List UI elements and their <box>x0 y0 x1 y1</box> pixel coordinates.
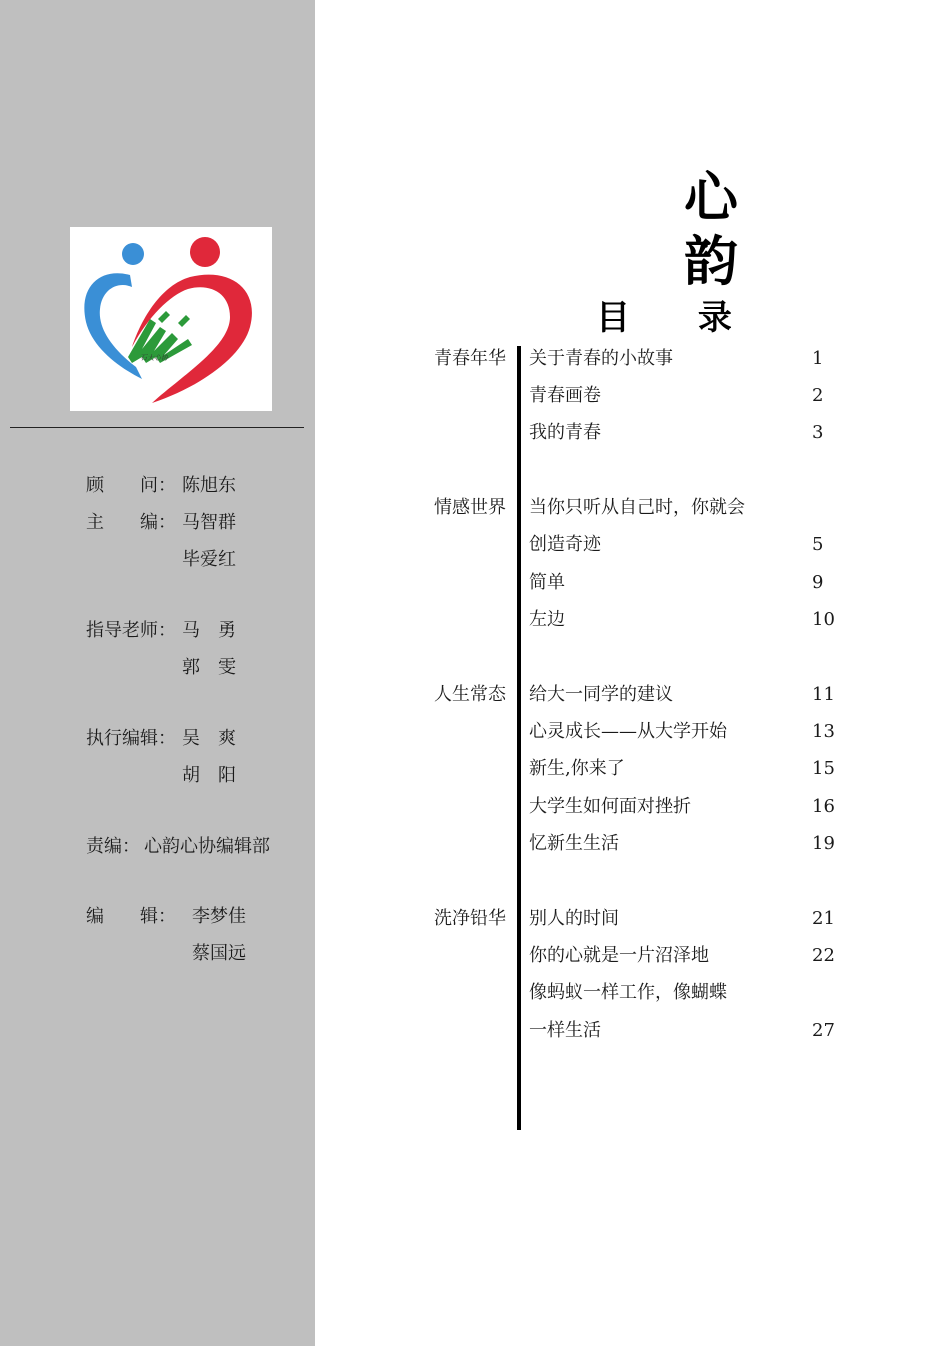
toc-page-number: 9 <box>812 572 824 593</box>
logo-caption: 石大心协 <box>140 354 168 362</box>
toc-page-number: 10 <box>812 609 835 630</box>
instructor-name: 马 勇 <box>182 620 236 641</box>
toc-entry[interactable]: 你的心就是一片沼泽地 <box>529 945 709 966</box>
adviser-label: 顾 问： <box>86 475 176 496</box>
toc-page-number: 27 <box>812 1020 835 1041</box>
executive-editor-name: 吴 爽 <box>182 728 236 749</box>
executive-editor-name: 胡 阳 <box>182 765 236 786</box>
toc-category: 情感世界 <box>434 497 506 518</box>
editors-label: 编 辑： <box>86 906 176 927</box>
toc-divider-line <box>517 346 521 1130</box>
toc-entry[interactable]: 给大一同学的建议 <box>529 684 673 705</box>
toc-title: 目 录 <box>596 298 760 338</box>
instructors-label: 指导老师： <box>86 620 176 641</box>
toc-category: 洗净铅华 <box>434 908 506 929</box>
toc-entry[interactable]: 左边 <box>529 609 565 630</box>
toc-page-number: 1 <box>812 348 824 369</box>
chief-editor-name: 毕爱红 <box>182 549 236 570</box>
toc-entry[interactable]: 简单 <box>529 572 565 593</box>
toc-entry[interactable]: 关于青春的小故事 <box>529 348 673 369</box>
adviser-name: 陈旭东 <box>182 475 236 496</box>
toc-entry[interactable]: 忆新生生活 <box>529 833 619 854</box>
toc-entry[interactable]: 心灵成长——从大学开始 <box>529 721 727 742</box>
toc-category: 人生常态 <box>434 684 506 705</box>
toc-page-number: 22 <box>812 945 835 966</box>
toc-entry[interactable]: 像蚂蚁一样工作，像蝴蝶 <box>529 982 727 1003</box>
toc-entry[interactable]: 创造奇迹 <box>529 534 601 555</box>
chief-editor-name: 马智群 <box>182 512 236 533</box>
toc-entry[interactable]: 大学生如何面对挫折 <box>529 796 691 817</box>
instructor-name: 郭 雯 <box>182 657 236 678</box>
toc-entry[interactable]: 别人的时间 <box>529 908 619 929</box>
editor-name: 蔡国远 <box>192 943 246 964</box>
toc-page-number: 15 <box>812 758 835 779</box>
toc-page-number: 13 <box>812 721 835 742</box>
toc-page-number: 16 <box>812 796 835 817</box>
toc-entry[interactable]: 一样生活 <box>529 1020 601 1041</box>
logo <box>70 227 272 411</box>
responsible-editor-label: 责编： <box>86 836 140 857</box>
toc-category: 青春年华 <box>434 348 506 369</box>
heart-people-logo-icon <box>70 227 272 411</box>
sidebar <box>0 0 315 1346</box>
toc-page-number: 21 <box>812 908 835 929</box>
toc-entry[interactable]: 我的青春 <box>529 422 601 443</box>
chief-editor-label: 主 编： <box>86 512 176 533</box>
toc-entry[interactable]: 青春画卷 <box>529 385 601 406</box>
editor-name: 李梦佳 <box>192 906 246 927</box>
toc-page-number: 2 <box>812 385 824 406</box>
toc-entry[interactable]: 新生,你来了 <box>529 758 625 779</box>
toc-page-number: 19 <box>812 833 835 854</box>
toc-page-number: 3 <box>812 422 824 443</box>
toc-page-number: 11 <box>812 684 835 705</box>
responsible-editor-name: 心韵心协编辑部 <box>144 836 270 857</box>
executive-editors-label: 执行编辑： <box>86 728 176 749</box>
divider <box>10 427 304 428</box>
toc-page-number: 5 <box>812 534 824 555</box>
magazine-title: 心 韵 <box>684 166 772 293</box>
toc-entry[interactable]: 当你只听从自己时，你就会 <box>529 497 745 518</box>
